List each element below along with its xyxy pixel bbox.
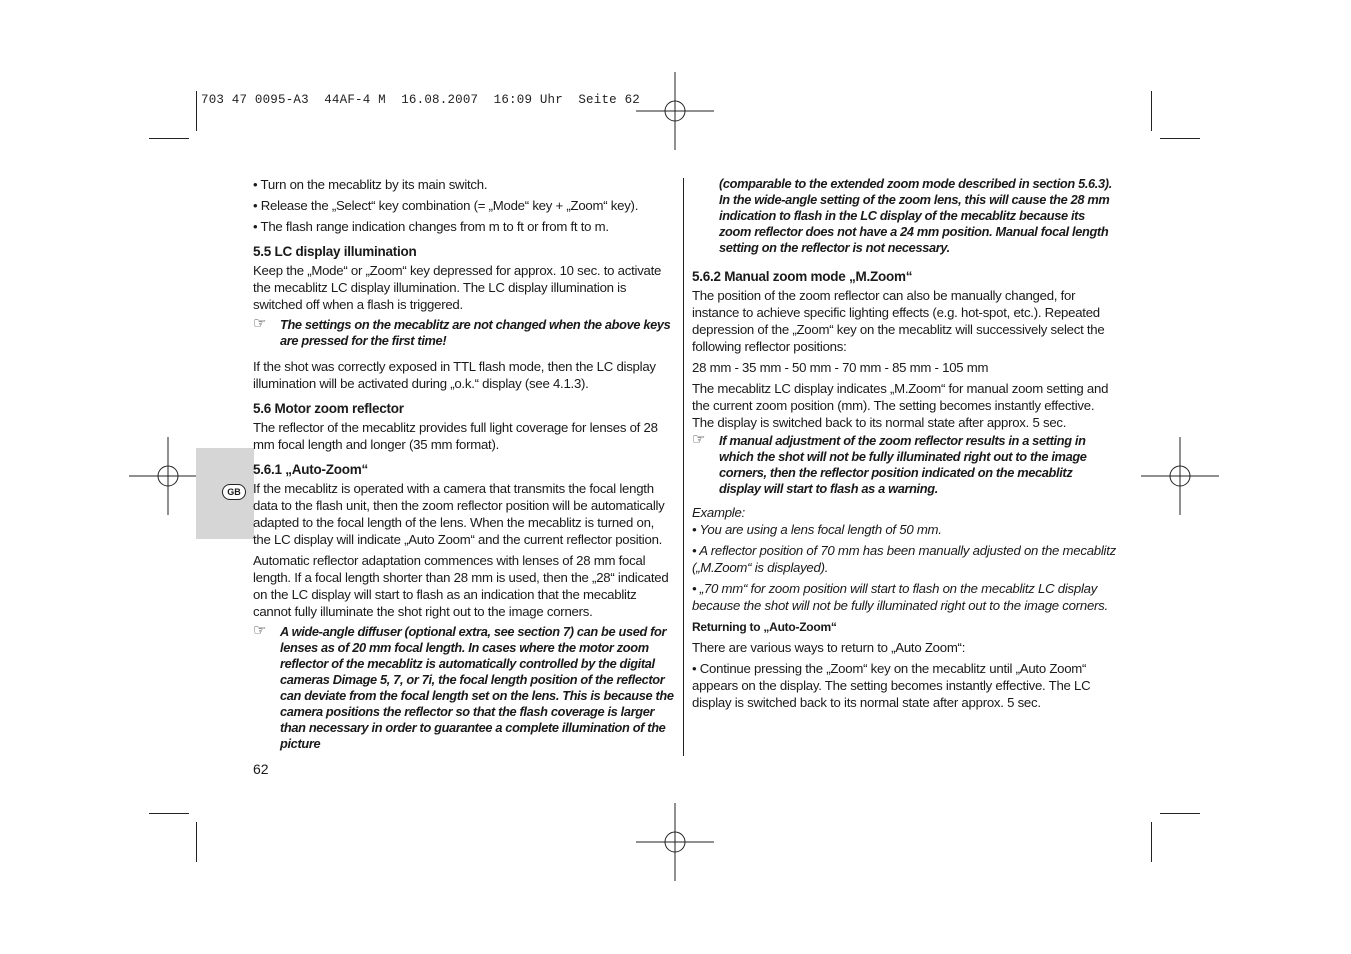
- paragraph: There are various ways to return to „Auto Zoom“:: [692, 640, 966, 655]
- example-label: Example:: [692, 505, 745, 520]
- paragraph: The position of the zoom reflector can also be manually changed, for instance to achieve specific lighting effects (e.g. hot-spot, etc.). Repeated depression of the „Zoom“ key on the mecablitz will successively select the following reflector positions:: [692, 288, 1105, 354]
- print-slug: 703 47 0095-A3 44AF-4 M 16.08.2007 16:09 Uhr Seite 62: [201, 93, 640, 107]
- example-item: • „70 mm“ for zoom position will start to flash on the mecablitz LC display because the shot will not be fully illuminated right out to the image corners.: [692, 581, 1108, 613]
- note-continued: [692, 176, 1116, 256]
- crop-mark: [1151, 91, 1152, 131]
- left-column: [253, 176, 675, 752]
- example-item: • A reflector position of 70 mm has been manually adjusted on the mecablitz („M.Zoom“ is displayed).: [692, 543, 1116, 575]
- pointing-hand-icon: ☞: [253, 622, 267, 639]
- crop-mark: [1160, 813, 1200, 814]
- bullet-item: • The flash range indication changes from m to ft or from ft to m.: [253, 219, 609, 234]
- paragraph: The reflector of the mecablitz provides full light coverage for lenses of 28 mm focal length and longer (35 mm format).: [253, 420, 658, 452]
- registration-mark-icon: [1141, 437, 1219, 515]
- note-text: A wide-angle diffuser (optional extra, see section 7) can be used for lenses as of 20 mm focal length. In cases where the motor zoom reflector of the mecablitz is automatically controlled by the digital cameras Dimage 5, 7, or 7i, the focal length position of the reflector can deviate from the focal length set on the lens. This is because the camera positions the reflector so that the flash coverage is larger than necessary in order to guarantee a complete illumination of the picture: [280, 624, 674, 751]
- right-column: [692, 176, 1116, 711]
- paragraph: The mecablitz LC display indicates „M.Zoom“ for manual zoom setting and the current zoom position (mm). The setting becomes instantly effective. The display is switched back to its normal state after approx. 5 sec.: [692, 381, 1109, 430]
- paragraph: Keep the „Mode“ or „Zoom“ key depressed for approx. 10 sec. to activate the mecablitz LC display illumination. The LC display illumination is switched off when a flash is triggered.: [253, 263, 662, 312]
- pointing-hand-icon: ☞: [253, 315, 267, 332]
- subheading-returning: Returning to „Auto-Zoom“: [692, 620, 837, 634]
- zoom-positions: 28 mm - 35 mm - 50 mm - 70 mm - 85 mm - 105 mm: [692, 360, 989, 375]
- section-heading-5-6-2: 5.6.2 Manual zoom mode „M.Zoom“: [692, 269, 913, 284]
- page-number: 62: [253, 761, 269, 777]
- crop-mark: [196, 91, 197, 131]
- language-badge: GB: [222, 484, 246, 500]
- note: [253, 317, 675, 349]
- section-heading-5-5: 5.5 LC display illumination: [253, 244, 417, 259]
- registration-mark-icon: [636, 72, 714, 150]
- bullet-item: • Turn on the mecablitz by its main switch.: [253, 177, 488, 192]
- pointing-hand-icon: ☞: [692, 431, 706, 448]
- paragraph: Automatic reflector adaptation commences with lenses of 28 mm focal length. If a focal length shorter than 28 mm is used, then the „28“ indicated on the LC display will start to flash as an indication that the mecablitz cannot fully illuminate the shot right out to the image corners.: [253, 553, 669, 619]
- paragraph: If the mecablitz is operated with a camera that transmits the focal length data to the flash unit, then the zoom reflector position will be automatically adapted to the focal length of the lens. When the mecablitz is turned on, the LC display will indicate „Auto Zoom“ and the current reflector position.: [253, 481, 665, 547]
- crop-mark: [149, 813, 189, 814]
- note-text: The settings on the mecablitz are not changed when the above keys are pressed for the first time!: [280, 317, 671, 348]
- crop-mark: [1151, 822, 1152, 862]
- bullet-item: • Release the „Select“ key combination (= „Mode“ key + „Zoom“ key).: [253, 198, 639, 213]
- column-divider: [683, 178, 684, 756]
- crop-mark: [1160, 138, 1200, 139]
- note-text: (comparable to the extended zoom mode described in section 5.6.3). In the wide-angle setting of the zoom lens, this will cause the 28 mm indication to flash in the LC display of the mecablitz because its zoom reflector does not have a 24 mm position. Manual focal length setting on the reflector is not necessary.: [719, 176, 1112, 255]
- paragraph: If the shot was correctly exposed in TTL flash mode, then the LC display illumination will be activated during „o.k.“ display (see 4.1.3).: [253, 359, 656, 391]
- note-text: If manual adjustment of the zoom reflector results in a setting in which the shot will not be fully illuminated right out to the image corners, then the reflector position indicated on the mecablitz display will start to flash as a warning.: [719, 433, 1087, 496]
- note: [253, 624, 675, 752]
- registration-mark-icon: [636, 803, 714, 881]
- note: [692, 433, 1116, 497]
- section-heading-5-6: 5.6 Motor zoom reflector: [253, 401, 404, 416]
- crop-mark: [196, 822, 197, 862]
- example-item: • You are using a lens focal length of 50 mm.: [692, 522, 942, 537]
- bullet-item: • Continue pressing the „Zoom“ key on the mecablitz until „Auto Zoom“ appears on the display. The setting becomes instantly effective. The LC display is switched back to its normal state after approx. 5 sec.: [692, 661, 1091, 710]
- crop-mark: [149, 138, 189, 139]
- section-heading-5-6-1: 5.6.1 „Auto-Zoom“: [253, 462, 369, 477]
